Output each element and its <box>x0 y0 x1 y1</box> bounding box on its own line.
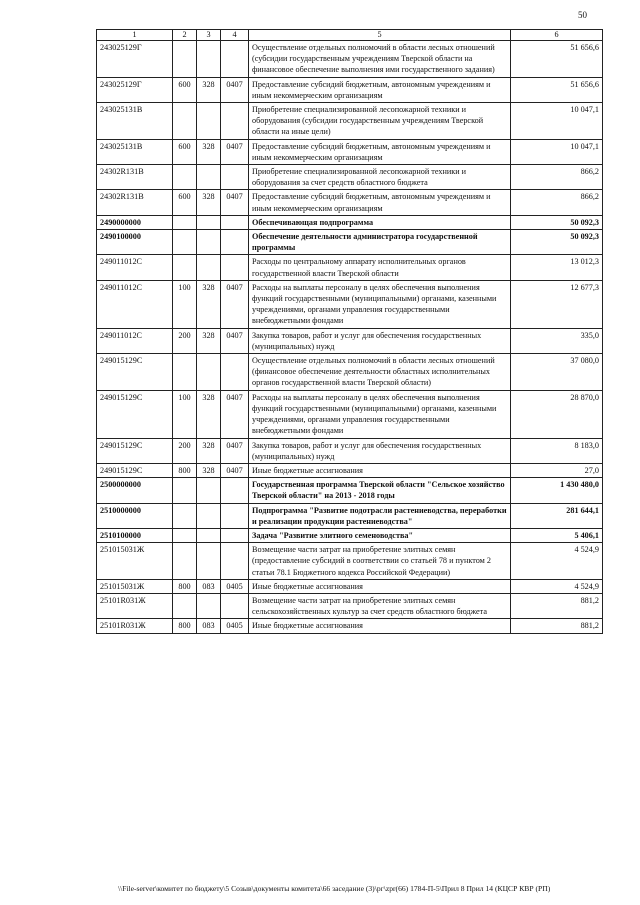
expense-type-cell <box>173 41 197 78</box>
department-cell <box>197 41 221 78</box>
column-header: 3 <box>197 30 221 41</box>
section-cell: 0405 <box>221 579 249 593</box>
expense-type-cell: 200 <box>173 438 197 463</box>
expense-type-cell: 200 <box>173 328 197 353</box>
amount-cell: 5 406,1 <box>511 528 603 542</box>
table-row <box>97 593 603 618</box>
table-row <box>97 543 603 580</box>
target-code-cell: 249015129С <box>97 354 173 391</box>
department-cell: 328 <box>197 328 221 353</box>
amount-cell: 881,2 <box>511 619 603 633</box>
section-cell <box>221 255 249 280</box>
target-code-cell: 2510100000 <box>97 528 173 542</box>
section-cell: 0405 <box>221 619 249 633</box>
section-cell <box>221 230 249 255</box>
table-row <box>97 354 603 391</box>
column-header: 4 <box>221 30 249 41</box>
table-row <box>97 215 603 229</box>
section-cell: 0407 <box>221 438 249 463</box>
expense-type-cell <box>173 354 197 391</box>
target-code-cell: 249015129С <box>97 438 173 463</box>
expense-type-cell: 100 <box>173 390 197 438</box>
table-row <box>97 41 603 78</box>
section-cell: 0407 <box>221 190 249 215</box>
expense-type-cell <box>173 543 197 580</box>
target-code-cell: 24302R131В <box>97 190 173 215</box>
amount-cell: 13 012,3 <box>511 255 603 280</box>
target-code-cell: 249011012С <box>97 328 173 353</box>
department-cell: 328 <box>197 390 221 438</box>
table-row <box>97 139 603 164</box>
amount-cell: 50 092,3 <box>511 230 603 255</box>
target-code-cell: 2510000000 <box>97 503 173 528</box>
section-cell <box>221 165 249 190</box>
section-cell: 0407 <box>221 77 249 102</box>
amount-cell: 1 430 480,0 <box>511 478 603 503</box>
department-cell: 328 <box>197 77 221 102</box>
department-cell: 328 <box>197 438 221 463</box>
section-cell <box>221 103 249 140</box>
table-row <box>97 619 603 633</box>
target-code-cell: 2500000000 <box>97 478 173 503</box>
description-cell: Иные бюджетные ассигнования <box>249 463 511 477</box>
amount-cell: 335,0 <box>511 328 603 353</box>
column-header: 2 <box>173 30 197 41</box>
description-cell: Обеспечивающая подпрограмма <box>249 215 511 229</box>
table-row <box>97 103 603 140</box>
description-cell: Иные бюджетные ассигнования <box>249 579 511 593</box>
table-row <box>97 77 603 102</box>
department-cell <box>197 503 221 528</box>
amount-cell: 8 183,0 <box>511 438 603 463</box>
expense-type-cell <box>173 478 197 503</box>
section-cell <box>221 528 249 542</box>
section-cell <box>221 41 249 78</box>
department-cell: 328 <box>197 190 221 215</box>
table-row <box>97 438 603 463</box>
budget-table <box>96 29 603 634</box>
expense-type-cell <box>173 528 197 542</box>
section-cell <box>221 478 249 503</box>
amount-cell: 4 524,9 <box>511 579 603 593</box>
target-code-cell: 249011012С <box>97 255 173 280</box>
expense-type-cell: 600 <box>173 139 197 164</box>
table-row <box>97 190 603 215</box>
amount-cell: 28 870,0 <box>511 390 603 438</box>
table-row <box>97 503 603 528</box>
description-cell: Возмещение части затрат на приобретение элитных семян (предоставление субсидий в соответствии со статьей 78 и пунктом 2 статьи 78.1 Бюджетного кодекса Российской Федерации) <box>249 543 511 580</box>
department-cell: 328 <box>197 280 221 328</box>
amount-cell: 281 644,1 <box>511 503 603 528</box>
target-code-cell: 2490000000 <box>97 215 173 229</box>
amount-cell: 51 656,6 <box>511 41 603 78</box>
description-cell: Расходы на выплаты персоналу в целях обеспечения выполнения функций государственными (муниципальными) органами, казенными учреждениями, органами управления государственными внебюджетными фондами <box>249 280 511 328</box>
target-code-cell: 25101R031Ж <box>97 619 173 633</box>
department-cell: 328 <box>197 463 221 477</box>
amount-cell: 12 677,3 <box>511 280 603 328</box>
expense-type-cell: 800 <box>173 619 197 633</box>
department-cell: 328 <box>197 139 221 164</box>
description-cell: Расходы по центральному аппарату исполнительных органов государственной власти Тверской области <box>249 255 511 280</box>
table-row <box>97 230 603 255</box>
department-cell <box>197 354 221 391</box>
target-code-cell: 249015129С <box>97 463 173 477</box>
expense-type-cell: 800 <box>173 463 197 477</box>
amount-cell: 37 080,0 <box>511 354 603 391</box>
column-header: 6 <box>511 30 603 41</box>
amount-cell: 10 047,1 <box>511 139 603 164</box>
column-header: 5 <box>249 30 511 41</box>
table-row <box>97 165 603 190</box>
description-cell: Предоставление субсидий бюджетным, автономным учреждениям и иным некоммерческим организациям <box>249 190 511 215</box>
department-cell <box>197 215 221 229</box>
table-row <box>97 390 603 438</box>
section-cell: 0407 <box>221 463 249 477</box>
target-code-cell: 249011012С <box>97 280 173 328</box>
expense-type-cell <box>173 215 197 229</box>
description-cell: Закупка товаров, работ и услуг для обеспечения государственных (муниципальных) нужд <box>249 328 511 353</box>
amount-cell: 866,2 <box>511 165 603 190</box>
amount-cell: 27,0 <box>511 463 603 477</box>
section-cell <box>221 543 249 580</box>
section-cell <box>221 215 249 229</box>
expense-type-cell <box>173 230 197 255</box>
description-cell: Осуществление отдельных полномочий в области лесных отношений (субсидии государственным учреждениям Тверской области на финансовое обеспечение выполнения ими государственного задания) <box>249 41 511 78</box>
department-cell: 083 <box>197 579 221 593</box>
table-row <box>97 478 603 503</box>
department-cell <box>197 478 221 503</box>
department-cell <box>197 230 221 255</box>
amount-cell: 4 524,9 <box>511 543 603 580</box>
section-cell <box>221 503 249 528</box>
target-code-cell: 251015031Ж <box>97 543 173 580</box>
description-cell: Задача "Развитие элитного семеноводства" <box>249 528 511 542</box>
expense-type-cell <box>173 255 197 280</box>
column-header: 1 <box>97 30 173 41</box>
target-code-cell: 249015129С <box>97 390 173 438</box>
description-cell: Расходы на выплаты персоналу в целях обеспечения выполнения функций государственными (муниципальными) органами, казенными учреждениями, органами управления государственными внебюджетными фондами <box>249 390 511 438</box>
page-number: 50 <box>578 10 587 20</box>
table-row <box>97 579 603 593</box>
description-cell: Осуществление отдельных полномочий в области лесных отношений (финансовое обеспечение деятельности областных исполнительных органов государственной власти Тверской области) <box>249 354 511 391</box>
target-code-cell: 24302R131В <box>97 165 173 190</box>
expense-type-cell <box>173 165 197 190</box>
description-cell: Государственная программа Тверской области "Сельское хозяйство Тверской области" на 2013 - 2018 годы <box>249 478 511 503</box>
target-code-cell: 243025131В <box>97 103 173 140</box>
department-cell <box>197 593 221 618</box>
table-row <box>97 255 603 280</box>
description-cell: Иные бюджетные ассигнования <box>249 619 511 633</box>
description-cell: Подпрограмма "Развитие подотрасли растениеводства, переработки и реализации продукции растениеводства" <box>249 503 511 528</box>
department-cell: 083 <box>197 619 221 633</box>
department-cell <box>197 528 221 542</box>
target-code-cell: 251015031Ж <box>97 579 173 593</box>
description-cell: Возмещение части затрат на приобретение элитных семян сельскохозяйственных культур за счет средств областного бюджета <box>249 593 511 618</box>
expense-type-cell: 100 <box>173 280 197 328</box>
amount-cell: 50 092,3 <box>511 215 603 229</box>
section-cell <box>221 354 249 391</box>
section-cell: 0407 <box>221 390 249 438</box>
footer-file-path: \\File-server\комитет по бюджету\5 Созыв\документы комитета\66 заседание (3)\рг\zpr(66) 1784-П-5\Прил 8 Прил 14 (КЦСР КВР (РП) <box>118 884 551 893</box>
table-row <box>97 463 603 477</box>
section-cell: 0407 <box>221 280 249 328</box>
target-code-cell: 25101R031Ж <box>97 593 173 618</box>
department-cell <box>197 543 221 580</box>
description-cell: Закупка товаров, работ и услуг для обеспечения государственных (муниципальных) нужд <box>249 438 511 463</box>
expense-type-cell <box>173 503 197 528</box>
target-code-cell: 2490100000 <box>97 230 173 255</box>
table-row <box>97 328 603 353</box>
department-cell <box>197 103 221 140</box>
expense-type-cell: 600 <box>173 77 197 102</box>
department-cell <box>197 165 221 190</box>
description-cell: Предоставление субсидий бюджетным, автономным учреждениям и иным некоммерческим организациям <box>249 77 511 102</box>
table-header-row <box>97 30 603 41</box>
expense-type-cell: 800 <box>173 579 197 593</box>
amount-cell: 881,2 <box>511 593 603 618</box>
expense-type-cell <box>173 593 197 618</box>
section-cell: 0407 <box>221 139 249 164</box>
target-code-cell: 243025129Г <box>97 77 173 102</box>
amount-cell: 10 047,1 <box>511 103 603 140</box>
amount-cell: 51 656,6 <box>511 77 603 102</box>
description-cell: Приобретение специализированной лесопожарной техники и оборудования (субсидии государственным учреждениям Тверской области на иные цели) <box>249 103 511 140</box>
section-cell: 0407 <box>221 328 249 353</box>
department-cell <box>197 255 221 280</box>
table-row <box>97 280 603 328</box>
target-code-cell: 243025129Г <box>97 41 173 78</box>
description-cell: Обеспечение деятельности администратора государственной программы <box>249 230 511 255</box>
table-row <box>97 528 603 542</box>
section-cell <box>221 593 249 618</box>
expense-type-cell <box>173 103 197 140</box>
amount-cell: 866,2 <box>511 190 603 215</box>
description-cell: Предоставление субсидий бюджетным, автономным учреждениям и иным некоммерческим организациям <box>249 139 511 164</box>
description-cell: Приобретение специализированной лесопожарной техники и оборудования за счет средств областного бюджета <box>249 165 511 190</box>
expense-type-cell: 600 <box>173 190 197 215</box>
target-code-cell: 243025131В <box>97 139 173 164</box>
